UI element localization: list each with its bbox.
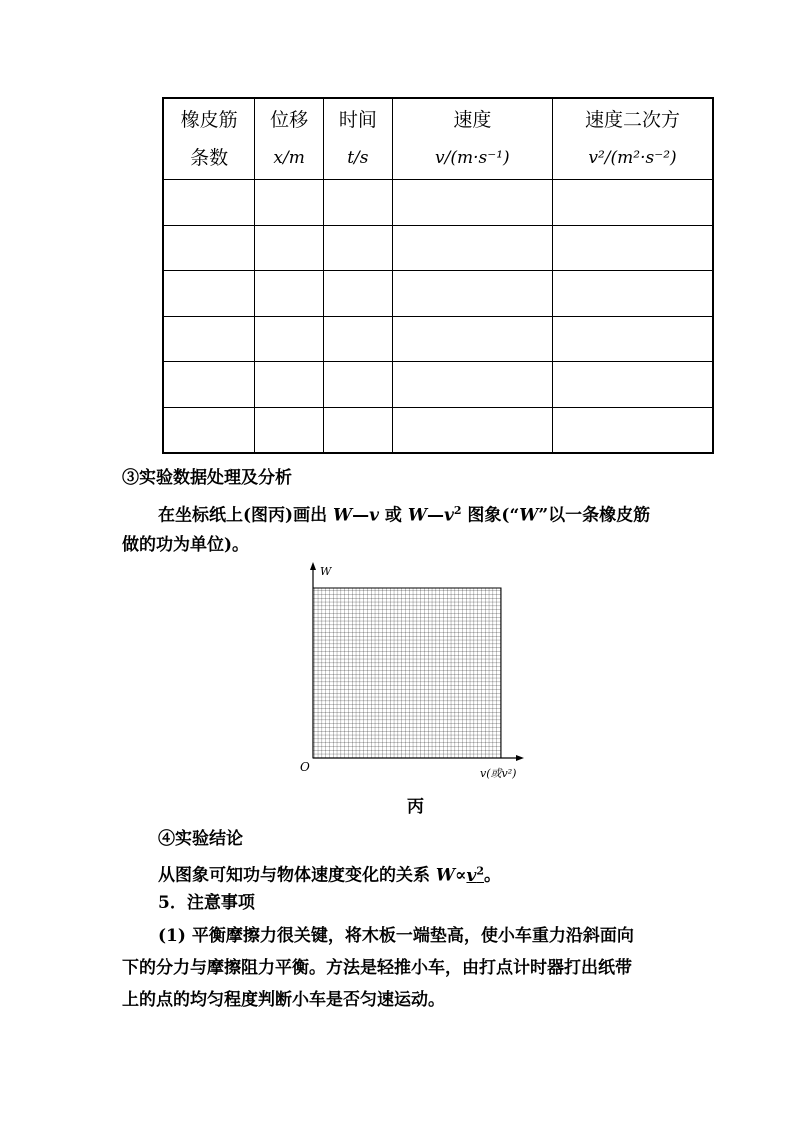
table-cell (323, 271, 392, 317)
table-cell (163, 316, 255, 362)
table-cell (553, 362, 713, 408)
text-span: — (426, 505, 444, 526)
header-text: 位移 (270, 109, 309, 131)
graph-paper (313, 588, 501, 758)
symbol-W: W (519, 505, 539, 526)
table-row (163, 225, 713, 271)
table-cell (163, 271, 255, 317)
table-row (163, 362, 713, 408)
header-cell-displacement (255, 98, 324, 180)
table-cell (255, 225, 324, 271)
symbol-v: v (443, 505, 454, 526)
section3-paragraph-line1 (158, 498, 650, 529)
table-cell (553, 225, 713, 271)
table-cell (392, 407, 552, 453)
header-text: 条数 (190, 147, 229, 169)
header-unit: v/(m·s⁻¹) (435, 148, 510, 168)
symbol-v: v (369, 505, 379, 526)
table-cell (255, 271, 324, 317)
table-cell (392, 225, 552, 271)
header-cell-velocity-squared (553, 98, 713, 180)
symbol-W: W (435, 865, 456, 886)
proportional-symbol: ∝ (455, 865, 467, 886)
table-cell (163, 362, 255, 408)
table-row (163, 316, 713, 362)
table-cell (323, 225, 392, 271)
table-cell (323, 407, 392, 453)
y-axis-arrow-icon (310, 562, 316, 570)
table-cell (392, 271, 552, 317)
table-cell (255, 362, 324, 408)
table-header-row (163, 98, 713, 180)
header-unit: x/m (273, 148, 305, 168)
table-cell (392, 362, 552, 408)
header-cell-rubber-count (163, 98, 255, 180)
table-row (163, 407, 713, 453)
superscript: 2 (453, 504, 462, 517)
table-cell (163, 225, 255, 271)
header-text: 速度二次方 (585, 109, 681, 131)
table-cell (163, 180, 255, 226)
table-row (163, 271, 713, 317)
table-cell (392, 180, 552, 226)
section3-heading: ③实验数据处理及分析 (122, 468, 292, 488)
header-cell-time (323, 98, 392, 180)
symbol-W: W (407, 505, 427, 526)
table-cell (553, 407, 713, 453)
table-cell (323, 362, 392, 408)
x-axis-arrow-icon (516, 755, 524, 761)
data-table (162, 97, 714, 454)
section3-paragraph-line2: 做的功为单位)。 (122, 535, 250, 555)
text-span: 或 (379, 505, 408, 526)
table-cell (323, 180, 392, 226)
x-axis-label: v(或v²) (480, 767, 517, 780)
table-cell (553, 180, 713, 226)
text-span: 在坐标纸上(图丙)画出 (158, 505, 334, 526)
text-span: 图象(“ (461, 505, 520, 526)
superscript: 2 (476, 864, 484, 877)
table-cell (392, 316, 552, 362)
table-cell (323, 316, 392, 362)
symbol-v: v (466, 865, 477, 886)
header-unit: t/s (347, 148, 369, 168)
section5-p1-line2: 下的分力与摩擦阻力平衡。方法是轻推小车，由打点计时器打出纸带 (122, 958, 632, 978)
header-cell-velocity (392, 98, 552, 180)
header-text: 橡皮筋 (180, 109, 238, 131)
grid-graph (295, 560, 535, 790)
section4-heading: ④实验结论 (158, 829, 243, 849)
header-unit: v²/(m²·s⁻²) (588, 148, 677, 168)
section4-conclusion (158, 858, 501, 889)
section5-p1-line3: 上的点的均匀程度判断小车是否匀速运动。 (122, 990, 445, 1010)
section5-heading: 5．注意事项 (158, 893, 255, 913)
table-cell (553, 271, 713, 317)
text-span: 。 (483, 865, 501, 886)
header-text: 时间 (338, 109, 377, 131)
table-cell (255, 180, 324, 226)
table-row (163, 180, 713, 226)
table-cell (553, 316, 713, 362)
origin-label: O (300, 760, 310, 774)
y-axis-label: W (320, 565, 332, 578)
table-cell (163, 407, 255, 453)
table-cell (255, 316, 324, 362)
symbol-W: W (333, 505, 353, 526)
table-cell (255, 407, 324, 453)
text-span: — (352, 505, 370, 526)
section5-p1-line1: (1) 平衡摩擦力很关键，将木板一端垫高，使小车重力沿斜面向 (158, 926, 634, 946)
text-span: ”以一条橡皮筋 (538, 505, 651, 526)
graph-caption: 丙 (407, 797, 424, 817)
text-span: 从图象可知功与物体速度变化的关系 (158, 865, 436, 886)
header-text: 速度 (453, 109, 492, 131)
